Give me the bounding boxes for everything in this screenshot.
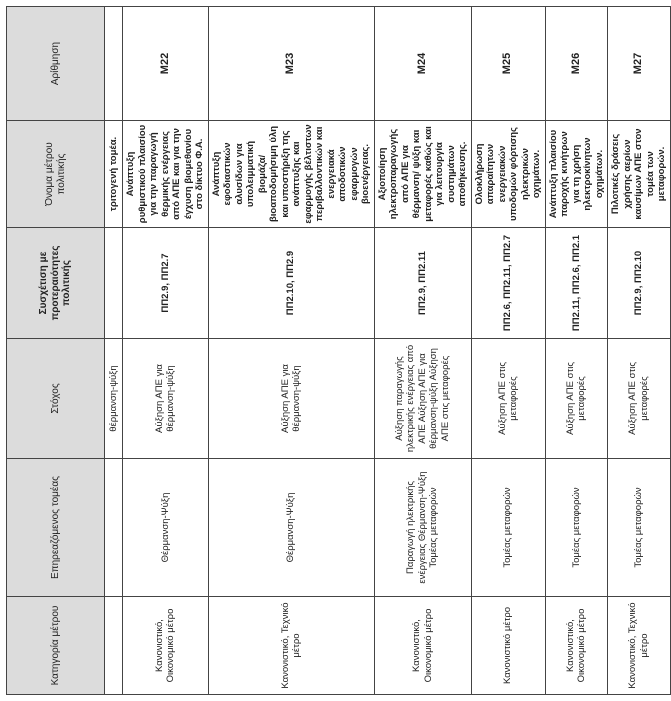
- cell-number: M22: [123, 7, 209, 121]
- cell-relation: ΠΠ2.9, ΠΠ2.7: [123, 228, 209, 339]
- cell-target: Αύξηση ΑΠΕ για θέρμανση-ψύξη: [123, 339, 209, 459]
- cell-name: Αξιοποίηση ηλεκτροπαραγωγής από ΑΠΕ για θέρμανση/ ψύξη και μεταφορές καθώς και για λειτουργία συστημάτων αποθήκευσης.: [374, 121, 471, 228]
- cell-sector: Θέρμανση-Ψύξη: [123, 459, 209, 597]
- cell-target: θέρμανση-ψύξη: [105, 339, 123, 459]
- cell-target: Αύξηση ΑΠΕ για θέρμανση-ψύξη: [208, 339, 374, 459]
- cell-number: M26: [545, 7, 608, 121]
- cell-category: Κανονιστικό, Οικονομικό μέτρο: [545, 597, 608, 695]
- cell-name: Ανάπτυξη εφοδιαστικών αλυσίδων για υπολειμματική βιομάζα/βιοαποδομήσιμη ύλη και υποστήριξη της ανάπτυξης και εφαρμογής βέλτιστων περιβαλλοντικών και ενεργειακά αποδοτικών εφαρμογών βιοενέργειας.: [208, 121, 374, 228]
- table-row: [545, 7, 608, 695]
- cell-number: M24: [374, 7, 471, 121]
- cell-relation: ΠΠ2.6, ΠΠ2.11, ΠΠ2.7: [471, 228, 545, 339]
- header-relation: Συσχέτιση με προτεραιότητες πολιτικής: [7, 228, 105, 339]
- cell-category: Κανονιστικό μέτρο: [471, 597, 545, 695]
- header-sector: Επηρεαζόμενος τομέας: [7, 459, 105, 597]
- header-name: Όνομα μέτρου πολιτικής: [7, 121, 105, 228]
- table-header-row: [7, 7, 105, 695]
- cell-category: Κανονιστικό, Οικονομικό μέτρο: [123, 597, 209, 695]
- cell-name: Πιλοτικές δράσεις χρήσης αερίων καυσίμων ΑΠΕ στον τομέα των μεταφορών.: [608, 121, 671, 228]
- cell-sector: Τομέας μεταφορών: [608, 459, 671, 597]
- cell-sector: Τομέας μεταφορών: [471, 459, 545, 597]
- cell-relation: ΠΠ2.11, ΠΠ2.6, ΠΠ2.1: [545, 228, 608, 339]
- policy-measures-table: [6, 6, 671, 695]
- cell-sector: Τομέας μεταφορών: [545, 459, 608, 597]
- cell-number: M27: [608, 7, 671, 121]
- header-number: Αρίθμηση: [7, 7, 105, 121]
- cell-sector: [105, 459, 123, 597]
- table-row: [471, 7, 545, 695]
- cell-target: Αύξηση ΑΠΕ στις μεταφορές: [545, 339, 608, 459]
- table-row-continued: [105, 7, 123, 695]
- cell-number: M25: [471, 7, 545, 121]
- cell-category: Κανονιστικό, Τεχνικό μέτρο: [608, 597, 671, 695]
- cell-target: Αύξηση ΑΠΕ στις μεταφορές: [471, 339, 545, 459]
- table-row: [374, 7, 471, 695]
- cell-sector: Παραγωγή ηλεκτρικής ενέργειας Θέρμανση-Ψύξη Τομέας μεταφορών: [374, 459, 471, 597]
- cell-category: [105, 597, 123, 695]
- cell-name: Ολοκλήρωση απαραίτητων ενεργειακών υποδομών φόρτισης ηλεκτρικών οχημάτων.: [471, 121, 545, 228]
- cell-name: τριτογενή τομέα.: [105, 121, 123, 228]
- cell-relation: [105, 228, 123, 339]
- cell-relation: ΠΠ2.10, ΠΠ2.9: [208, 228, 374, 339]
- header-category: Κατηγορία μέτρου: [7, 597, 105, 695]
- cell-category: Κανονιστικό, Τεχνικό μέτρο: [208, 597, 374, 695]
- table-row: [123, 7, 209, 695]
- cell-sector: Θέρμανση-Ψύξη: [208, 459, 374, 597]
- cell-name: Ανάπτυξη πλαισίου παροχής κινήτρων για τη χρήση ηλεκτροκίνητων οχημάτων.: [545, 121, 608, 228]
- cell-target: Αύξηση ΑΠΕ στις μεταφορές: [608, 339, 671, 459]
- cell-relation: ΠΠ2.9, ΠΠ2.10: [608, 228, 671, 339]
- cell-relation: ΠΠ2.9, ΠΠ2.11: [374, 228, 471, 339]
- cell-number: [105, 7, 123, 121]
- table-row: [208, 7, 374, 695]
- cell-name: Ανάπτυξη ρυθμιστικού πλαισίου για την παραγωγή θερμικής ενέργειας από ΑΠΕ και για την έγχυση βιομεθανίου στο δίκτυο Φ.Α.: [123, 121, 209, 228]
- table-row: [608, 7, 671, 695]
- header-target: Στόχος: [7, 339, 105, 459]
- cell-number: M23: [208, 7, 374, 121]
- cell-target: Αύξηση παραγωγής ηλεκτρικής ενέργειας από ΑΠΕ Αύξηση ΑΠΕ για θέρμανση-ψύξη Αύξηση ΑΠΕ στις μεταφορές: [374, 339, 471, 459]
- cell-category: Κανονιστικό, Οικονομικό μέτρο: [374, 597, 471, 695]
